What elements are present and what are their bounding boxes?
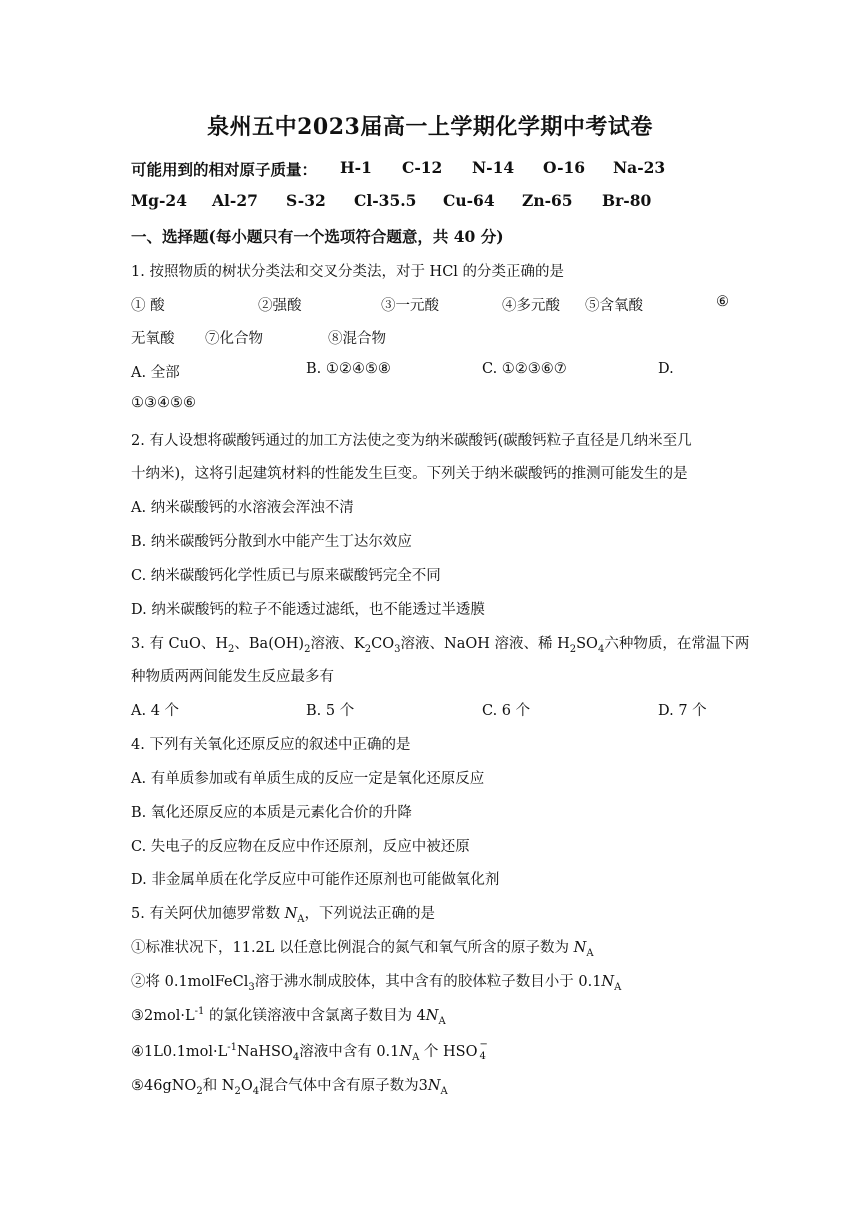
q5-stem: 5. 有关阿伏加德罗常数 $N_A$，下列说法正确的是 xyxy=(131,906,435,925)
q4-option-d: D. 非金属单质在化学反应中可能作还原剂也可能做氧化剂 xyxy=(131,872,500,888)
q3-option-b: B. 5 个 xyxy=(306,703,355,719)
q3-option-a: A. 4 个 xyxy=(131,703,180,719)
q2-stem-line-2: 十纳米)，这将引起建筑材料的性能发生巨变。下列关于纳米碳酸钙的推测可能发生的是 xyxy=(131,466,688,482)
q3-option-c: C. 6 个 xyxy=(482,703,531,719)
q2-option-d: D. 纳米碳酸钙的粒子不能透过滤纸，也不能透过半透膜 xyxy=(131,602,485,618)
mass-br: Br-80 xyxy=(602,191,652,210)
q4-option-a: A. 有单质参加或有单质生成的反应一定是氧化还原反应 xyxy=(131,771,485,787)
q1-item-5: ⑤含氧酸 xyxy=(585,298,643,314)
section-heading-choice: 一、选择题(每小题只有一个选项符合题意，共 40 分) xyxy=(131,227,504,246)
mass-c: C-12 xyxy=(402,158,443,177)
q1-options xyxy=(0,361,860,383)
q2-option-a: A. 纳米碳酸钙的水溶液会浑浊不清 xyxy=(131,500,354,516)
mass-cl: Cl-35.5 xyxy=(354,191,417,210)
q1-items-line-1 xyxy=(0,294,860,316)
q5-statement-5: ⑤46gNO$_2$和 $N_2O_4$混合气体中含有原子数为$3N_A$ xyxy=(131,1078,448,1097)
q4-stem: 4. 下列有关氧化还原反应的叙述中正确的是 xyxy=(131,737,411,753)
q1-stem: 1. 按照物质的树状分类法和交叉分类法，对于 HCl 的分类正确的是 xyxy=(131,264,565,280)
q3-options xyxy=(0,699,860,721)
q1-item-7: ⑦化合物 xyxy=(205,331,263,347)
atomic-masses-row-1 xyxy=(0,158,860,180)
q1-items-line-2 xyxy=(0,327,860,349)
mass-h: H-1 xyxy=(340,158,372,177)
mass-mg: Mg-24 xyxy=(131,191,187,210)
atomic-masses-row-2 xyxy=(0,191,860,213)
q1-option-c: C. ①②③⑥⑦ xyxy=(482,361,567,377)
atomic-masses-label: 可能用到的相对原子质量： xyxy=(131,160,318,179)
mass-s: S-32 xyxy=(286,191,326,210)
q1-option-a: A. 全部 xyxy=(131,365,180,381)
mass-n: N-14 xyxy=(472,158,515,177)
q3-stem-line-2: 种物质两两间能发生反应最多有 xyxy=(131,669,334,685)
mass-zn: Zn-65 xyxy=(522,191,573,210)
hso4-charge: − 4 xyxy=(479,1039,488,1062)
q2-stem-line-1: 2. 有人设想将碳酸钙通过的加工方法使之变为纳米碳酸钙(碳酸钙粒子直径是几纳米至几 xyxy=(131,433,692,449)
q1-item-3: ③一元酸 xyxy=(381,298,439,314)
q1-option-b: B. ①②④⑤⑧ xyxy=(306,361,391,377)
mass-na: Na-23 xyxy=(613,158,666,177)
q1-option-d-content: ①③④⑤⑥ xyxy=(131,395,196,411)
q4-option-b: B. 氧化还原反应的本质是元素化合价的升降 xyxy=(131,805,412,821)
q5-statement-4: $④1L0.1mol\cdot L^{-1}NaHSO_4$溶液中含有 $0.1N_A$ 个 HSO − 4 xyxy=(131,1039,488,1063)
q3-stem-line-1: 3. 有 CuO、$H_2$、$Ba(OH)_2$溶液、$K_2CO_3$溶液、NaOH 溶液、稀 $H_2SO_4$六种物质，在常温下两 xyxy=(131,636,750,655)
q2-option-c: C. 纳米碳酸钙化学性质已与原来碳酸钙完全不同 xyxy=(131,568,441,584)
q5-statement-3: $③2mol\cdot L^{-1}$ 的氯化镁溶液中含氯离子数目为 $4N_A$ xyxy=(131,1006,446,1027)
q1-item-1: ① 酸 xyxy=(131,298,165,314)
mass-al: Al-27 xyxy=(212,191,258,210)
q1-item-6-cont: 无氧酸 xyxy=(131,331,175,347)
q1-item-4: ④多元酸 xyxy=(502,298,560,314)
q1-item-8: ⑧混合物 xyxy=(328,331,386,347)
q5-statement-2: ②将 0.1molFeCl$_3$溶于沸水制成胶体，其中含有的胶体粒子数目小于 $0.1N_A$ xyxy=(131,974,622,993)
q3-option-d: D. 7 个 xyxy=(658,703,707,719)
q5-statement-1: ①标准状况下，11.2L 以任意比例混合的氮气和氧气所含的原子数为 $N_A$ xyxy=(131,940,594,959)
q1-item-6: ⑥ xyxy=(716,294,729,310)
exam-title: 泉州五中2023届高一上学期化学期中考试卷 xyxy=(207,114,653,140)
q1-option-d: D. xyxy=(658,361,674,377)
q2-option-b: B. 纳米碳酸钙分散到水中能产生丁达尔效应 xyxy=(131,534,412,550)
q1-item-2: ②强酸 xyxy=(258,298,302,314)
mass-cu: Cu-64 xyxy=(443,191,495,210)
q4-option-c: C. 失电子的反应物在反应中作还原剂，反应中被还原 xyxy=(131,839,470,855)
mass-o: O-16 xyxy=(543,158,586,177)
